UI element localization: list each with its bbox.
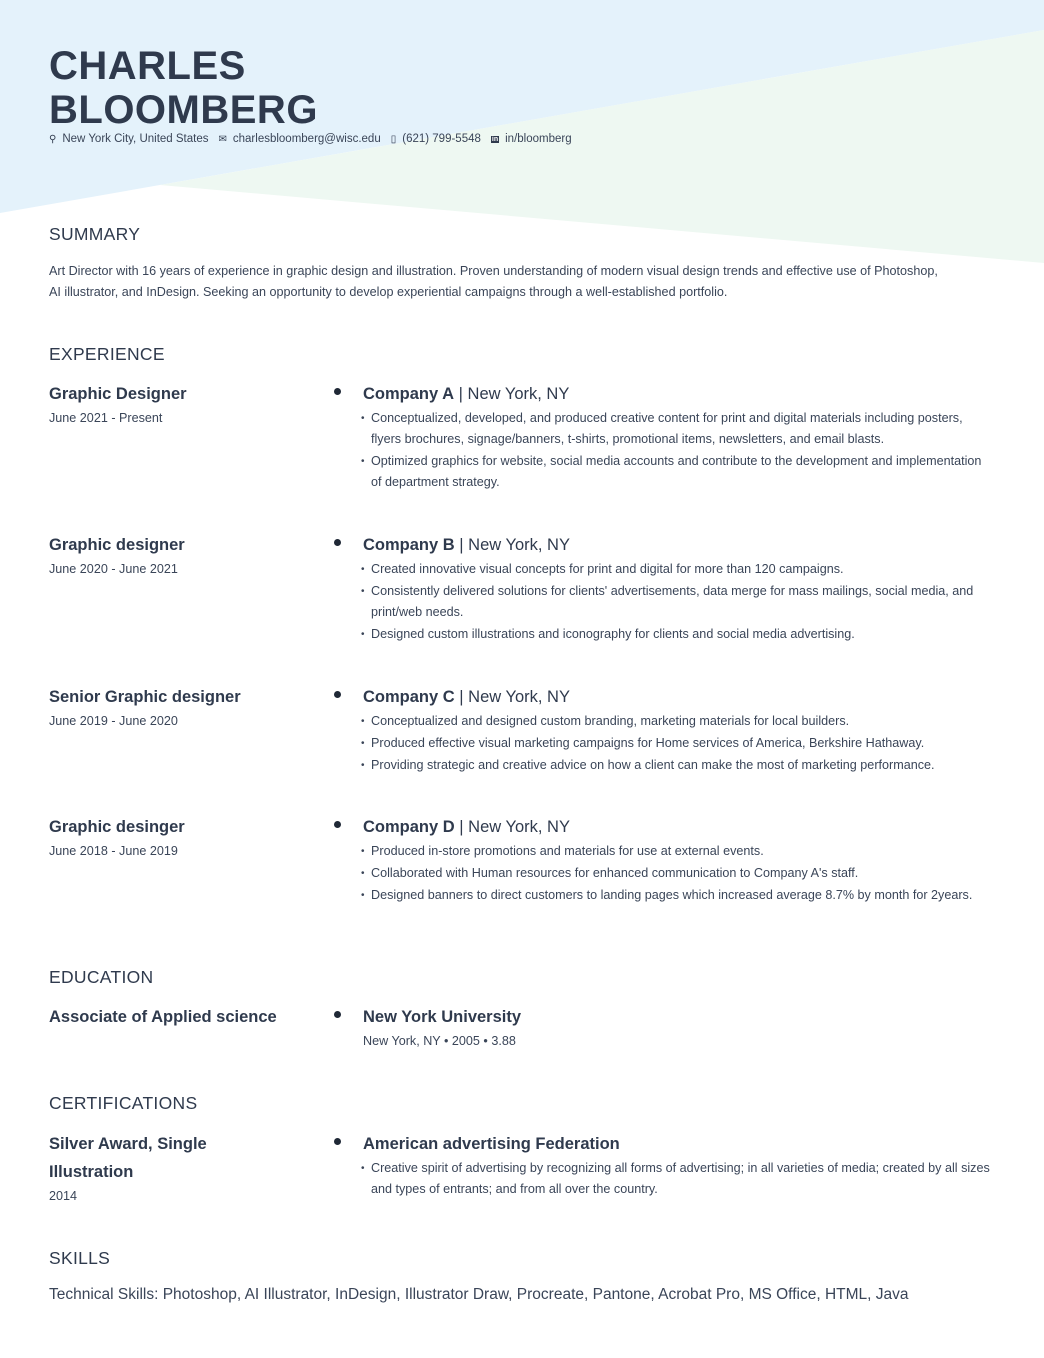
job-bullet: • Consistently delivered solutions for clients' advertisements, data merge for mass mailings, social media, and print/web needs. [363,581,993,623]
contact-info [49,133,572,145]
job-bullet: • Conceptualized, developed, and produced creative content for print and digital materials including posters, flyers brochures, signage/banners, t-shirts, promotional items, newsletters, and email blasts. [363,408,993,450]
company-name: Company B [363,536,455,554]
bullet-dot [334,691,341,698]
education-gpa: 3.88 [491,1034,516,1048]
location: New York City, United States [62,133,209,145]
experience-heading: EXPERIENCE [49,344,165,364]
education-location: New York, NY [363,1034,441,1048]
company-location: New York, NY [468,818,570,836]
job-bullet: • Produced effective visual marketing campaigns for Home services of America, Berkshire Hathaway. [363,733,993,754]
company-location: New York, NY [467,385,570,403]
candidate-name [49,44,318,132]
certifications-heading: CERTIFICATIONS [49,1093,198,1113]
job-dates: June 2020 - June 2021 [49,562,178,576]
job-bullet: • Created innovative visual concepts for print and digital for more than 120 campaigns. [363,559,993,580]
education-year: 2005 [451,1034,480,1048]
company-name: Company D [363,818,455,836]
email-icon: ✉ [218,133,227,145]
job-title: Graphic designer [49,536,185,554]
job-dates: June 2019 - June 2020 [49,714,178,728]
bullet-dot [334,388,341,395]
job-title: Graphic Designer [49,385,187,403]
certification-year: 2014 [49,1189,78,1203]
skills-heading: SKILLS [49,1248,111,1268]
education-heading: EDUCATION [49,967,154,987]
job-title: Graphic desinger [49,818,185,836]
company-location: New York, NY [468,536,570,554]
resume-page: CHARLES BLOOMBERG ⚲ New York City, United States ✉ charlesbloomberg@wisc.edu ▯ (621) 799-5548 in in/bloomberg SUMMARY Art Director with 16 years of experience in graphic design and illustration. Proven understanding of modern visual design trends and effective use of Photoshop, AI illustrator, and InDesign. Seeking an opportunity to develop experiential campaigns through a well-established portfolio. EXPERIENCE Graphic Designer June 2021 - Present Company A | New York, NY • Conceptualized, developed, and produced creative content for print and digital materials including posters, flyers brochures, signage/banners, t-shirts, promotional items, newsletters, and email blasts. • Optimized graphics for website, social media accounts and contribute to the development and implementation of department strategy. Graphic designer June 2020 - June 2021 Company B | New York, NY • Created innovative visual concepts for print and digital for more than 120 campaigns. • Consistently delivered solutions for clients' advertisements, data merge for mass mailings, social media, and print/web needs. • Designed custom illustrations and iconography for clients and social media advertising. Senior Graphic designer June 2019 - June 2020 Company C | New York, NY • Conceptualized and designed custom branding, marketing materials for local builders. • Produced effective visual marketing campaigns for Home services of America, Berkshire Hathaway. • Providing strategic and creative advice on how a client can make the most of marketing performance. Graphic desinger June 2018 - June 2019 Company D | New York, NY • Produced in-store promotions and materials for use at external events. • Collaborated with Human resources for enhanced communication to Company A's staff. • Designed banners to direct customers to landing pages which increased average 8.7% by month for 2years. EDUCATION Associate of Applied science New York University New York, NY • 2005 • 3.88 CERTIFICATIONS Silver Award, Single Illustration 2014 American advertising Federation • Creative spirit of advertising by recognizing all forms of advertising; in all varieties of media; created by all sizes and types of entrants; and from all over the country. SKILLS Technical Skills: Photoshop, AI Illustrator, InDesign, Illustrator Draw, Procreate, Pantone, Acrobat Pro, MS Office, HTML, Java [0,0,1044,1358]
phone-icon: ▯ [390,133,397,145]
first-name: CHARLES [49,44,246,88]
company-name: Company C [363,688,455,706]
email-link[interactable]: charlesbloomberg@wisc.edu [232,133,381,145]
job-bullet: • Providing strategic and creative advice on how a client can make the most of marketing performance. [363,755,993,776]
job-title: Senior Graphic designer [49,688,241,706]
company-name: Company A [363,385,455,403]
job-bullet: • Produced in-store promotions and materials for use at external events. [363,841,993,862]
certification-title: Silver Award, Single Illustration [49,1135,207,1181]
job-bullet: • Designed custom illustrations and iconography for clients and social media advertising. [363,624,993,645]
job-bullet: • Conceptualized and designed custom branding, marketing materials for local builders. [363,711,993,732]
bullet-dot [334,1011,341,1018]
summary-text: Art Director with 16 years of experience in graphic design and illustration. Proven understanding of modern visual design trends and effective use of Photoshop, AI illustrator, and InDesign. Seeking an opportunity to develop experiential campaigns through a well-established portfolio. [49,264,938,299]
job-bullet: • Designed banners to direct customers to landing pages which increased average 8.7% by month for 2years. [363,885,993,906]
job-dates: June 2021 - Present [49,411,163,425]
location-pin-icon: ⚲ [49,133,57,145]
job-bullet: • Collaborated with Human resources for enhanced communication to Company A's staff. [363,863,993,884]
school-name: New York University [363,1008,522,1026]
bullet-dot [334,539,341,546]
job-dates: June 2018 - June 2019 [49,844,178,858]
bullet-dot [334,1138,341,1145]
summary-heading: SUMMARY [49,224,141,244]
linkedin-link[interactable]: in/bloomberg [505,133,572,145]
skills-text: Technical Skills: Photoshop, AI Illustrator, InDesign, Illustrator Draw, Procreate, Pantone, Acrobat Pro, MS Office, HTML, Java [49,1286,909,1303]
last-name: BLOOMBERG [49,88,318,132]
phone: (621) 799-5548 [402,133,481,145]
linkedin-icon: in [491,135,499,143]
job-bullet: • Optimized graphics for website, social media accounts and contribute to the development and implementation of department strategy. [363,451,993,493]
degree: Associate of Applied science [49,1008,277,1026]
certification-bullet: • Creative spirit of advertising by recognizing all forms of advertising; in all varieties of media; created by all sizes and types of entrants; and from all over the country. [363,1158,993,1200]
education-meta: New York, NY • 2005 • 3.88 [363,1034,516,1048]
bullet-dot [334,821,341,828]
certification-org: American advertising Federation [363,1135,620,1153]
company-location: New York, NY [468,688,570,706]
